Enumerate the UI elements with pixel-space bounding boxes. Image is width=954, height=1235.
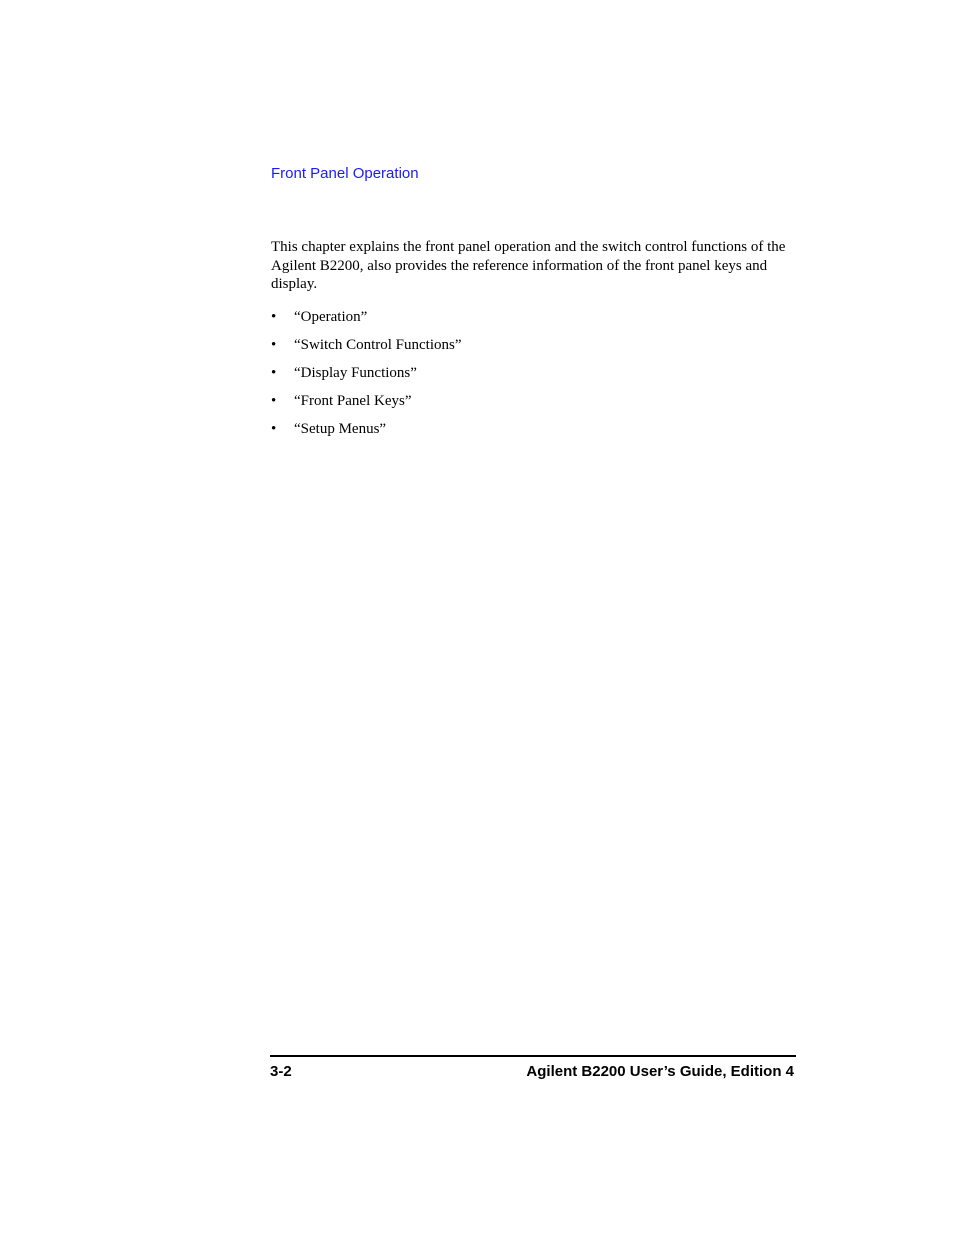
list-item-switch-control-functions <box>271 335 462 363</box>
list-item-label[interactable]: “Front Panel Keys” <box>294 393 412 409</box>
list-item-display-functions <box>271 363 462 391</box>
bullet-icon: • <box>271 309 277 325</box>
list-item-label[interactable]: “Operation” <box>294 309 368 325</box>
intro-paragraph: This chapter explains the front panel operation and the switch control functions of the Agilent B2200, also provides the reference information of the front panel keys and display. <box>271 239 786 292</box>
footer-book-title: Agilent B2200 User’s Guide, Edition 4 <box>526 1063 794 1080</box>
list-item-operation <box>271 307 462 335</box>
list-item-front-panel-keys <box>271 391 462 419</box>
bullet-icon: • <box>271 337 277 353</box>
bullet-icon: • <box>271 393 277 409</box>
page-number: 3-2 <box>270 1063 292 1080</box>
chapter-topics-list <box>271 307 462 447</box>
running-head-link[interactable]: Front Panel Operation <box>271 165 419 182</box>
list-item-label[interactable]: “Display Functions” <box>294 365 417 381</box>
list-item-label[interactable]: “Switch Control Functions” <box>294 337 462 353</box>
list-item-setup-menus <box>271 419 462 447</box>
list-item-label[interactable]: “Setup Menus” <box>294 421 387 437</box>
bullet-icon: • <box>271 421 277 437</box>
footer-divider <box>270 1055 796 1057</box>
bullet-icon: • <box>271 365 277 381</box>
